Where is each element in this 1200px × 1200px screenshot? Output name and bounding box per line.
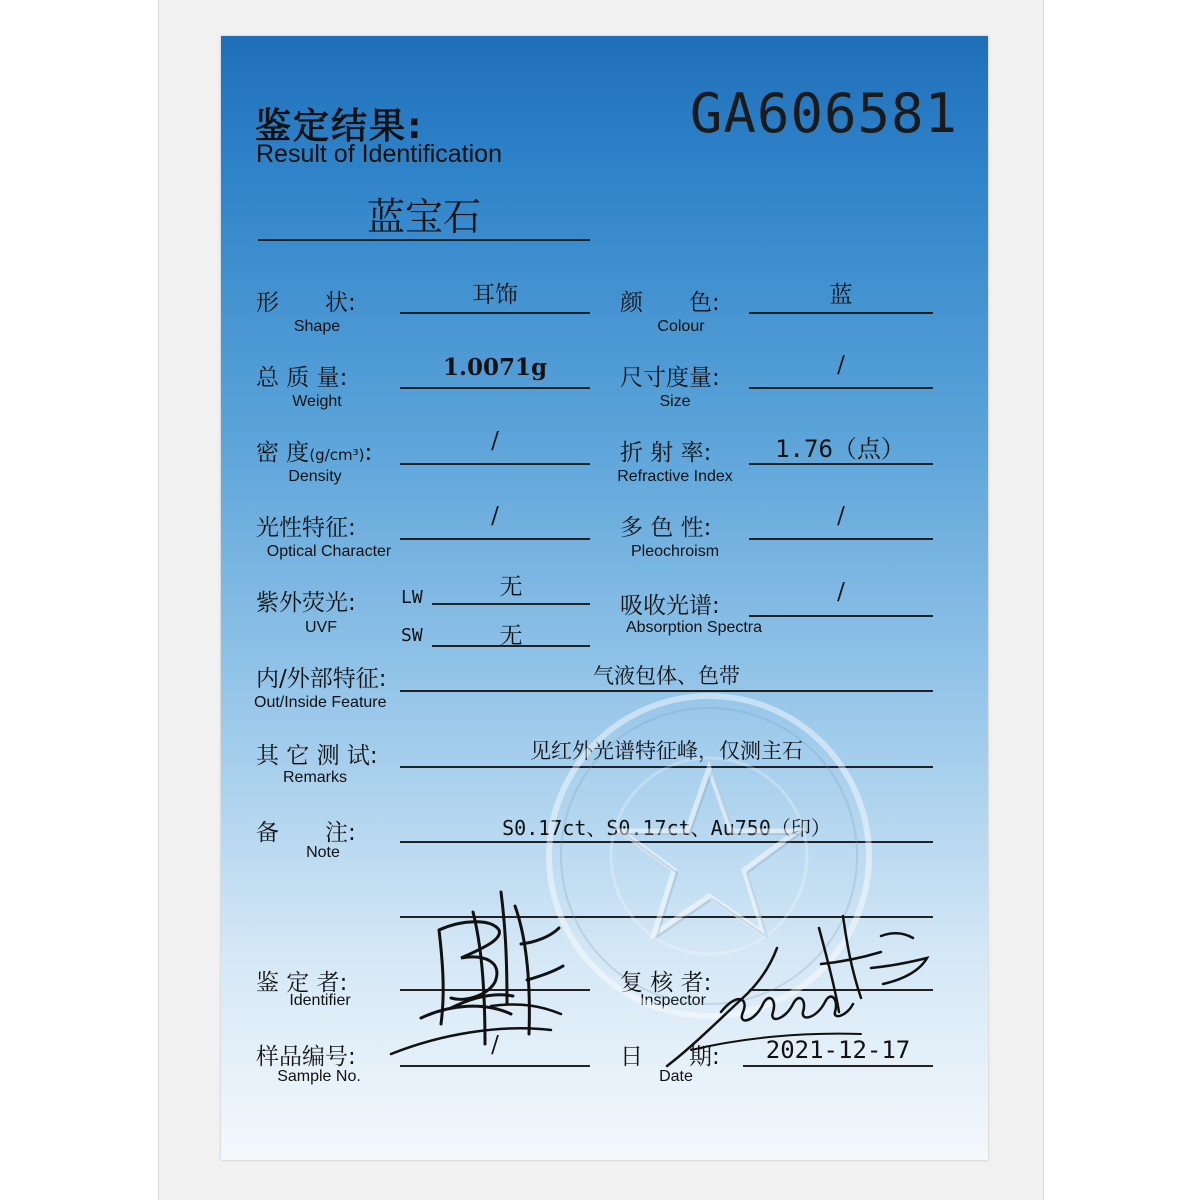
title-english: Result of Identification <box>256 140 502 168</box>
weight-value: 1.0071g <box>442 354 548 381</box>
absorption-value: / <box>837 579 845 605</box>
ri-label-en: Refractive Index <box>617 468 733 485</box>
uvf-label-en: UVF <box>305 619 337 636</box>
certificate-number: GA606581 <box>689 82 958 145</box>
density-label-text: 密 度 <box>256 440 310 466</box>
weight-label-en: Weight <box>292 393 342 410</box>
uvf-lw-value: 无 <box>499 574 523 600</box>
sample-line <box>400 1065 590 1067</box>
uvf-label: 紫外荧光: <box>256 590 356 616</box>
colour-label: 颜 色: <box>620 290 720 316</box>
optical-label-en: Optical Character <box>266 543 392 560</box>
shape-label: 形 状: <box>256 290 356 316</box>
sample-value: / <box>491 1032 499 1058</box>
pleochroism-label-en: Pleochroism <box>630 543 720 560</box>
embossed-seal-icon <box>539 686 879 1026</box>
ri-label: 折 射 率: <box>620 440 712 466</box>
colour-label-en: Colour <box>657 318 705 335</box>
result-underline <box>258 239 590 241</box>
sample-label: 样品编号: <box>256 1044 356 1070</box>
absorption-label: 吸收光谱: <box>620 593 720 619</box>
uvf-lw-label: LW <box>401 587 423 608</box>
date-line <box>743 1065 933 1067</box>
size-label: 尺寸度量: <box>620 365 720 391</box>
uvf-sw-label: SW <box>401 625 423 646</box>
pleochroism-value: / <box>837 503 845 529</box>
size-line <box>749 387 933 389</box>
shape-label-en: Shape <box>293 318 341 335</box>
shape-line <box>400 312 590 314</box>
feature-label-en: Out/Inside Feature <box>254 694 387 711</box>
optical-line <box>400 538 590 540</box>
uvf-lw-line <box>432 603 590 605</box>
inspector-label: 复 核 者: <box>620 970 712 996</box>
colour-value: 蓝 <box>829 282 853 308</box>
pleochroism-line <box>749 538 933 540</box>
optical-label: 光性特征: <box>256 515 356 541</box>
remarks-label: 其 它 测 试: <box>256 743 378 769</box>
sample-label-en: Sample No. <box>277 1068 361 1085</box>
certificate-card <box>221 36 988 1160</box>
remarks-value: 见红外光谱特征峰，仅测主石 <box>530 739 803 763</box>
density-label-en: Density <box>288 468 342 485</box>
uvf-sw-value: 无 <box>499 623 523 649</box>
absorption-label-en: Absorption Spectra <box>625 619 763 636</box>
weight-line <box>400 387 590 389</box>
uvf-sw-line <box>432 645 590 647</box>
ri-value: 1.76（点） <box>775 435 905 463</box>
identifier-label-en: Identifier <box>289 992 351 1009</box>
result-value: 蓝宝石 <box>366 195 481 239</box>
density-value: / <box>491 428 499 454</box>
title-chinese: 鉴定结果: <box>255 106 424 147</box>
shape-value: 耳饰 <box>472 282 518 308</box>
note-value: S0.17ct、S0.17ct、Au750（印） <box>502 816 831 840</box>
density-label <box>256 434 372 467</box>
note-label: 备 注: <box>256 820 356 846</box>
size-value: / <box>837 352 845 378</box>
note-label-en: Note <box>306 844 340 861</box>
density-colon: : <box>364 440 373 466</box>
density-unit: (g/cm³) <box>309 446 365 464</box>
size-label-en: Size <box>659 393 691 410</box>
feature-label: 内/外部特征: <box>256 666 387 692</box>
density-line <box>400 463 590 465</box>
remarks-label-en: Remarks <box>282 769 347 786</box>
absorption-line <box>749 615 933 617</box>
identifier-label: 鉴 定 者: <box>256 970 348 996</box>
date-label-en: Date <box>659 1068 693 1085</box>
date-value: 2021-12-17 <box>765 1036 911 1064</box>
weight-label: 总 质 量: <box>256 365 348 391</box>
inspector-label-en: Inspector <box>640 992 706 1009</box>
pleochroism-label: 多 色 性: <box>620 515 712 541</box>
ri-line <box>749 463 933 465</box>
optical-value: / <box>491 503 499 529</box>
colour-line <box>749 312 933 314</box>
feature-value: 气液包体、色带 <box>593 664 740 688</box>
date-label: 日 期: <box>620 1044 720 1070</box>
